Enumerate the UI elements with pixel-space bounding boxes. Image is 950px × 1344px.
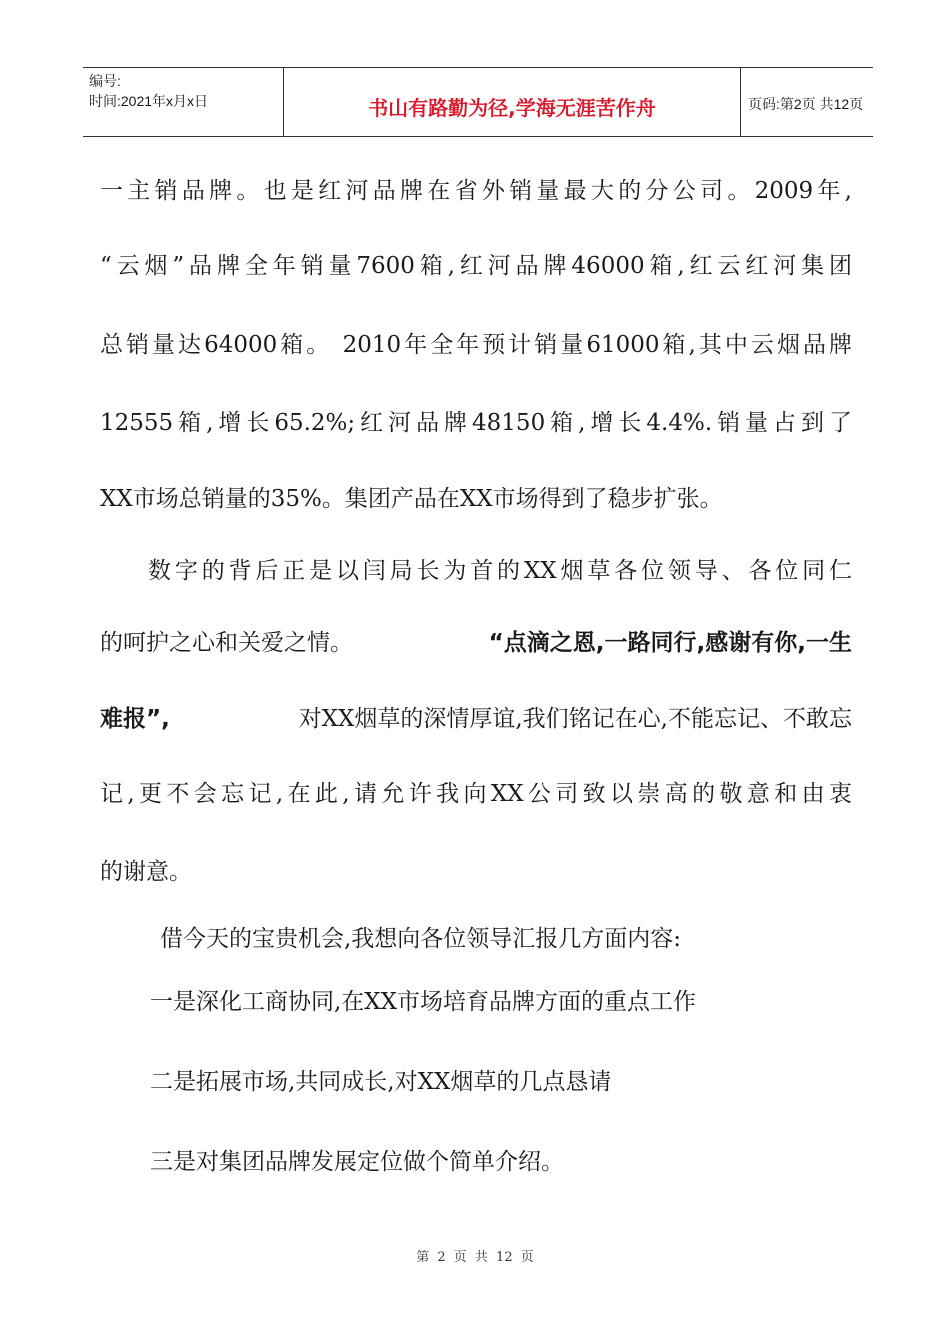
paragraph-line: 借今天的宝贵机会,我想向各位领导汇报几方面内容: bbox=[160, 926, 682, 952]
paragraph-line bbox=[100, 628, 852, 658]
paragraph-line: 的谢意。 bbox=[100, 859, 192, 885]
paragraph-line: 总销量达64000箱。 2010年全年预计销量61000箱,其中云烟品牌 bbox=[100, 332, 852, 358]
paragraph-text: 对XX烟草的深情厚谊,我们铭记在心,不能忘记、不敢忘 bbox=[298, 706, 852, 732]
list-item: 二是拓展市场,共同成长,对XX烟草的几点恳请 bbox=[150, 1069, 612, 1095]
header-meta bbox=[83, 68, 283, 136]
page-footer: 第 2 页 共 12 页 bbox=[416, 1250, 534, 1265]
paragraph-line: 记,更不会忘记,在此,请允许我向XX公司致以崇高的敬意和由衷 bbox=[100, 781, 852, 807]
bold-quote: “点滴之恩,一路同行,感谢有你,一生 bbox=[488, 630, 852, 656]
header-motto: 书山有路勤为径,学海无涯苦作舟 bbox=[368, 96, 656, 120]
page-header bbox=[83, 67, 873, 137]
paragraph-line: 数字的背后正是以闫局长为首的XX烟草各位领导、各位同仁 bbox=[148, 558, 852, 584]
header-page-label: 页码:第2页 共12页 bbox=[748, 96, 864, 112]
bold-quote-end: 难报”, bbox=[100, 706, 170, 732]
header-page-cell bbox=[740, 68, 873, 136]
number-label: 编号: bbox=[89, 73, 121, 89]
list-item: 一是深化工商协同,在XX市场培育品牌方面的重点工作 bbox=[150, 989, 697, 1015]
header-motto-cell bbox=[283, 68, 741, 136]
paragraph-line: XX市场总销量的35%。集团产品在XX市场得到了稳步扩张。 bbox=[100, 486, 723, 512]
paragraph-line: 一主销品牌。也是红河品牌在省外销量最大的分公司。2009年, bbox=[100, 178, 852, 204]
paragraph-text: 的呵护之心和关爱之情。 bbox=[100, 630, 353, 656]
paragraph-line: 12555箱,增长65.2%;红河品牌48150箱,增长4.4%.销量占到了 bbox=[100, 410, 852, 436]
list-item: 三是对集团品牌发展定位做个简单介绍。 bbox=[150, 1149, 564, 1175]
paragraph-line bbox=[100, 704, 852, 734]
paragraph-line: “云烟”品牌全年销量7600箱,红河品牌46000箱,红云红河集团 bbox=[100, 253, 852, 279]
time-label: 时间:2021年x月x日 bbox=[89, 93, 209, 109]
